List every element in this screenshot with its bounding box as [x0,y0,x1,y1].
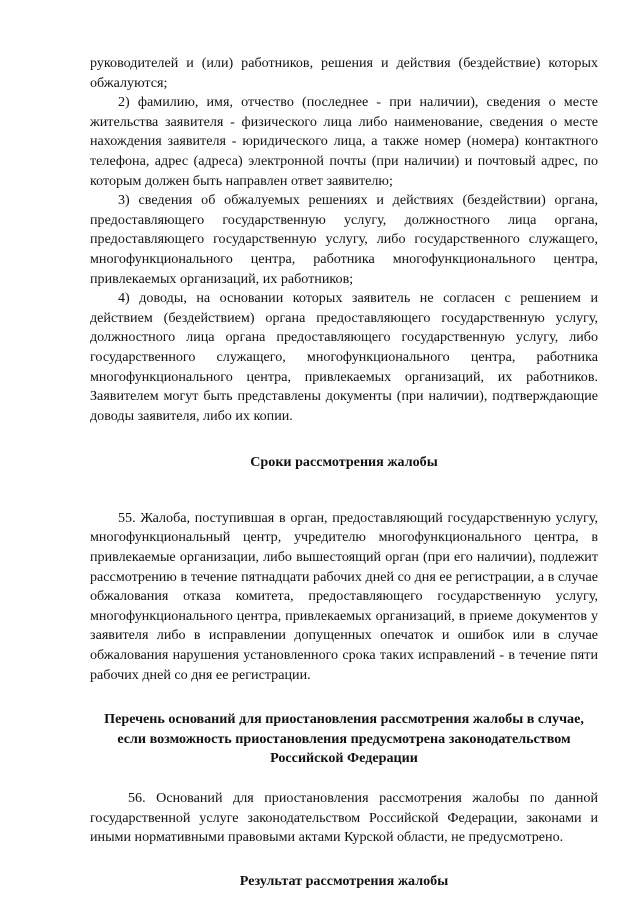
document-page [90,54,598,891]
paragraph-complaint-subjects-end: руководителей и (или) работников, решения и действия (бездействие) которых обжалуются; [90,55,598,91]
paragraph-55-review-term: 55. Жалоба, поступившая в орган, предоставляющий государственную услугу, многофункциональный центр, учредителю многофункционального центра, в привлекаемые организации, либо вышестоящий орган (при его наличии), подлежит рассмотрению в течение пятнадцати рабочих дней со дня ее регистрации, а в случае обжалования отказа комитета, предоставляющего государственную услугу, многофункционального центра, привлекаемых организаций, в приеме документов у заявителя либо в исправлении допущенных опечаток и ошибок или в случае обжалования нарушения установленного срока таких исправлений - в течение пяти рабочих дней со дня ее регистрации. [90,509,598,683]
heading-suspension-grounds: Перечень оснований для приостановления рассмотрения жалобы в случае, если возможность приостановления предусмотрена законодательством Российской Федерации [104,711,584,767]
paragraph-item-4-arguments: 4) доводы, на основании которых заявитель не согласен с решением и действием (бездействием) органа предоставляющего государственную услугу, должностного лица органа предоставляющего государственную услугу, либо государственного служащего, многофункционального центра, работника многофункционального центра, привлекаемых организаций, их работников. Заявителем могут быть представлены документы (при наличии), подтверждающие доводы заявителя, либо их копии. [90,290,598,424]
paragraph-item-2-applicant-info: 2) фамилию, имя, отчество (последнее - при наличии), сведения о месте жительства заявителя - физического лица либо наименование, сведения о месте нахождения заявителя - юридического лица, а также номер (номера) контактного телефона, адрес (адреса) электронной почты (при наличии) и почтовый адрес, по которым должен быть направлен ответ заявителю; [90,94,598,189]
paragraph-item-3-appealed-decisions: 3) сведения об обжалуемых решениях и действиях (бездействии) органа, предоставляющего государственную услугу, должностного лица органа, предоставляющего государственную услугу, либо государственного служащего, многофункционального центра, работника многофункционального центра, привлекаемых организаций, их работников; [90,192,598,287]
paragraph-56-no-suspension: 56. Оснований для приостановления рассмотрения жалобы по данной государственной услуге законодательством Российской Федерации, законами и иными нормативными правовыми актами Курской области, не предусмотрено. [90,790,598,846]
heading-review-terms: Сроки рассмотрения жалобы [250,454,438,471]
heading-review-result: Результат рассмотрения жалобы [239,872,449,889]
